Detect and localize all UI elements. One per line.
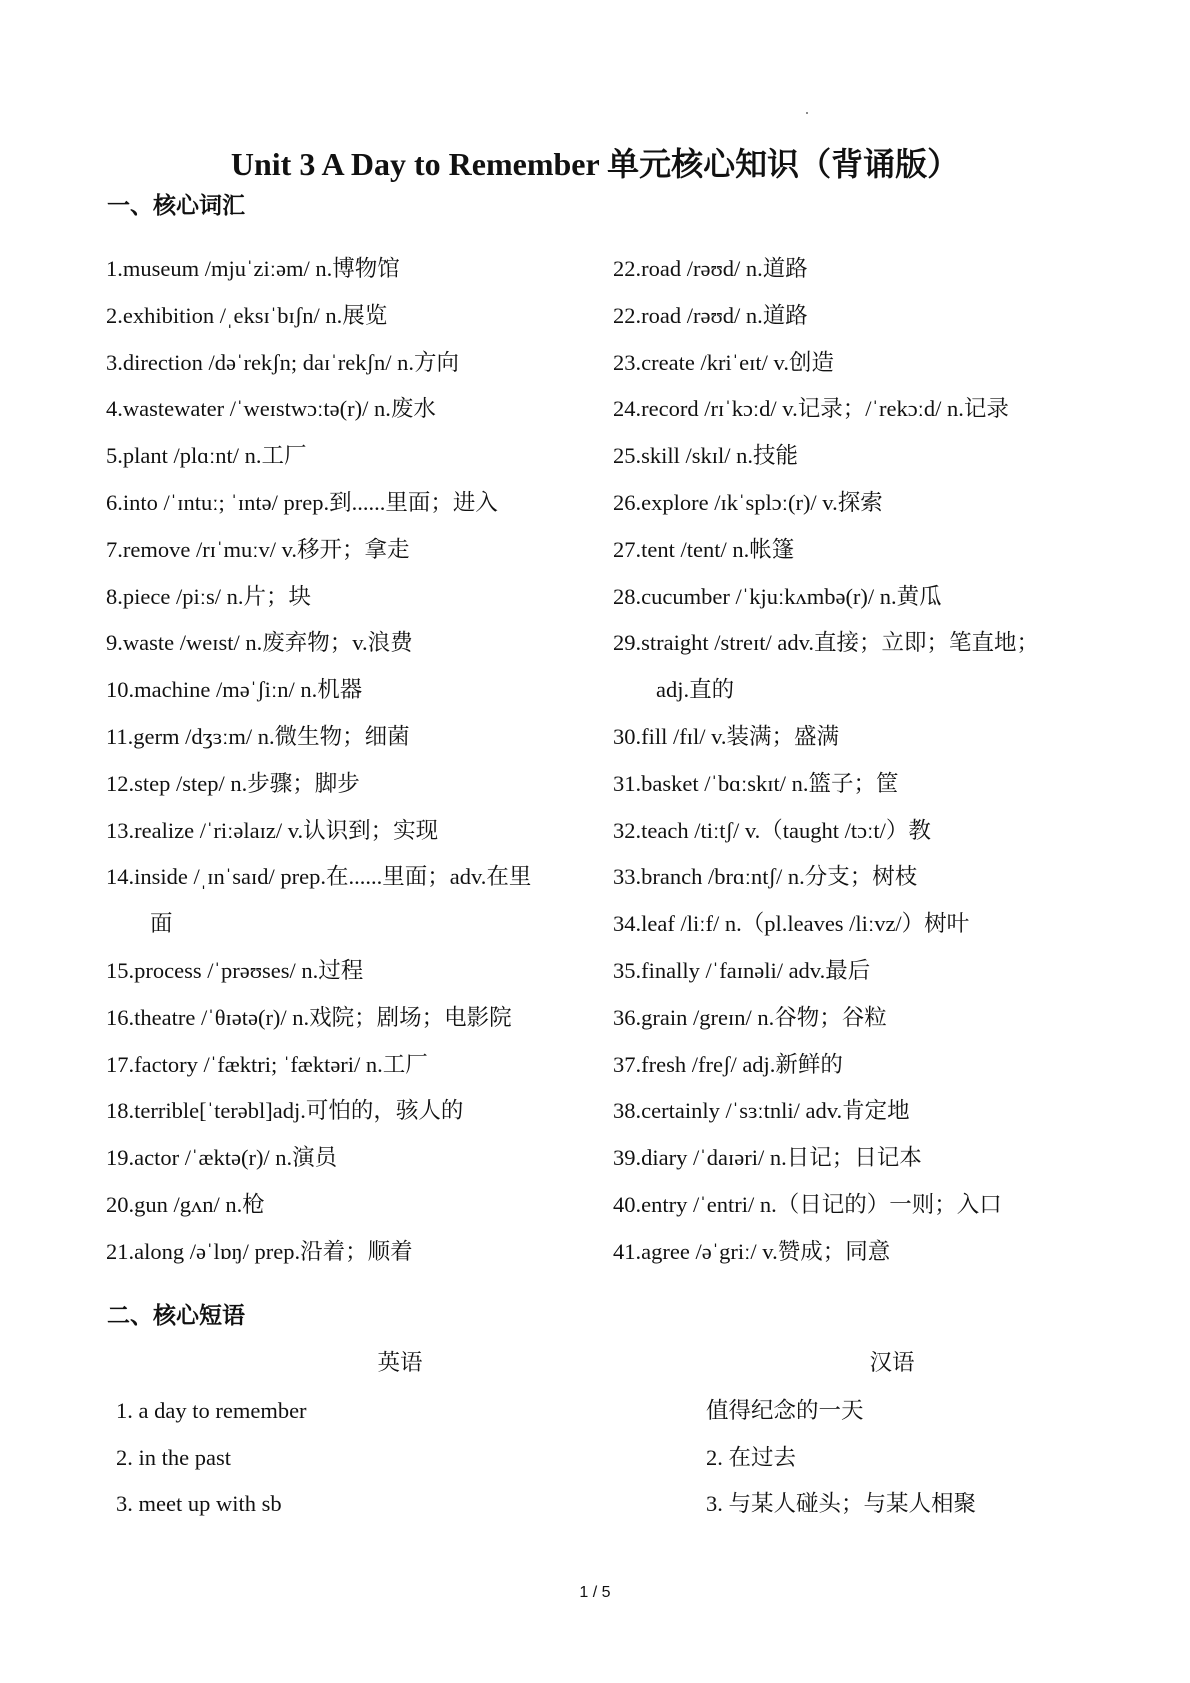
vocab-entry: 10.machine /məˈʃiːn/ n.机器 xyxy=(106,677,363,703)
vocab-entry: 19.actor /ˈæktə(r)/ n.演员 xyxy=(106,1145,338,1171)
vocab-entry: 16.theatre /ˈθɪətə(r)/ n.戏院；剧场；电影院 xyxy=(106,1004,512,1030)
phrase-column-header-chinese: 汉语 xyxy=(869,1350,915,1375)
vocab-entry: 34.leaf /liːf/ n.（pl.leaves /liːvz/）树叶 xyxy=(613,911,970,937)
phrase-column-english xyxy=(116,1388,596,1528)
vocab-entry: 38.certainly /ˈsɜːtnli/ adv.肯定地 xyxy=(613,1098,910,1124)
section-heading-phrases: 二、核心短语 xyxy=(107,1303,245,1328)
vocab-entry: 41.agree /əˈgriː/ v.赞成；同意 xyxy=(613,1238,891,1264)
phrase-column-chinese xyxy=(706,1388,1126,1528)
vocab-entry-continuation: adj.直的 xyxy=(656,677,735,703)
vocab-entry-continuation: 面 xyxy=(150,911,173,937)
phrase-chinese: 值得纪念的一天 xyxy=(706,1398,864,1423)
vocab-entry: 32.teach /tiːtʃ/ v.（taught /tɔːt/）教 xyxy=(613,817,931,843)
vocab-entry: 22.road /rəʊd/ n.道路 xyxy=(613,302,808,328)
vocab-entry: 4.wastewater /ˈweɪstwɔːtə(r)/ n.废水 xyxy=(106,396,436,422)
vocab-entry: 29.straight /streɪt/ adv.直接；立即；笔直地； xyxy=(613,630,1040,656)
section-heading-vocabulary: 一、核心词汇 xyxy=(107,193,245,218)
phrase-english: 2. in the past xyxy=(116,1444,231,1470)
phrase-chinese: 2. 在过去 xyxy=(706,1444,797,1470)
vocab-entry: 35.finally /ˈfaɪnəli/ adv.最后 xyxy=(613,957,871,983)
vocab-entry: 14.inside /ˌɪnˈsaɪd/ prep.在......里面；adv.在里 xyxy=(106,864,532,890)
vocab-entry: 25.skill /skɪl/ n.技能 xyxy=(613,443,799,469)
vocab-entry: 5.plant /plɑːnt/ n.工厂 xyxy=(106,443,307,469)
vocab-entry: 11.germ /dʒɜːm/ n.微生物；细菌 xyxy=(106,723,410,749)
vocabulary-column-left xyxy=(106,246,606,1276)
vocabulary-column-right xyxy=(613,246,1103,1276)
vocab-entry: 18.terrible[ˈterəbl]adj.可怕的，骇人的 xyxy=(106,1098,464,1124)
vocab-entry: 8.piece /piːs/ n.片；块 xyxy=(106,583,311,609)
vocab-entry: 21.along /əˈlɒŋ/ prep.沿着；顺着 xyxy=(106,1238,413,1264)
vocab-entry: 36.grain /greɪn/ n.谷物；谷粒 xyxy=(613,1004,887,1030)
vocab-entry: 2.exhibition /ˌeksɪˈbɪʃn/ n.展览 xyxy=(106,302,388,328)
vocab-entry: 30.fill /fɪl/ v.装满；盛满 xyxy=(613,723,840,749)
vocab-entry: 27.tent /tent/ n.帐篷 xyxy=(613,536,795,562)
vocab-entry: 28.cucumber /ˈkjuːkʌmbə(r)/ n.黄瓜 xyxy=(613,583,942,609)
vocab-entry: 9.waste /weɪst/ n.废弃物；v.浪费 xyxy=(106,630,413,656)
vocab-entry: 23.create /kriˈeɪt/ v.创造 xyxy=(613,349,834,375)
page-title: Unit 3 A Day to Remember 单元核心知识（背诵版） xyxy=(230,146,960,182)
vocab-entry: 26.explore /ɪkˈsplɔː(r)/ v.探索 xyxy=(613,489,883,515)
decorative-dot xyxy=(806,112,808,114)
vocab-entry: 31.basket /ˈbɑːskɪt/ n.篮子；筐 xyxy=(613,770,899,796)
vocab-entry: 7.remove /rɪˈmuːv/ v.移开；拿走 xyxy=(106,536,410,562)
vocab-entry: 40.entry /ˈentri/ n.（日记的）一则；入口 xyxy=(613,1191,1002,1217)
vocab-entry: 3.direction /dəˈrekʃn; daɪˈrekʃn/ n.方向 xyxy=(106,349,460,375)
vocab-entry: 39.diary /ˈdaɪəri/ n.日记；日记本 xyxy=(613,1145,922,1171)
phrase-english: 1. a day to remember xyxy=(116,1398,307,1423)
vocab-entry: 20.gun /gʌn/ n.枪 xyxy=(106,1191,265,1217)
phrase-english: 3. meet up with sb xyxy=(116,1491,282,1516)
vocab-entry: 17.factory /ˈfæktri; ˈfæktəri/ n.工厂 xyxy=(106,1051,428,1077)
vocab-entry: 15.process /ˈprəʊses/ n.过程 xyxy=(106,957,364,983)
vocab-entry: 22.road /rəʊd/ n.道路 xyxy=(613,256,808,281)
vocab-entry: 1.museum /mjuˈziːəm/ n.博物馆 xyxy=(106,256,400,281)
page-number: 1 / 5 xyxy=(579,1584,611,1601)
vocab-entry: 6.into /ˈɪntuː; ˈɪntə/ prep.到......里面；进入 xyxy=(106,489,498,515)
phrase-column-header-english: 英语 xyxy=(377,1350,423,1375)
phrase-chinese: 3. 与某人碰头；与某人相聚 xyxy=(706,1491,977,1516)
vocab-entry: 24.record /rɪˈkɔːd/ v.记录；/ˈrekɔːd/ n.记录 xyxy=(613,396,1009,422)
vocab-entry: 37.fresh /freʃ/ adj.新鲜的 xyxy=(613,1051,843,1077)
vocab-entry: 13.realize /ˈriːəlaɪz/ v.认识到；实现 xyxy=(106,817,439,843)
vocab-entry: 12.step /step/ n.步骤；脚步 xyxy=(106,770,360,796)
vocab-entry: 33.branch /brɑːntʃ/ n.分支；树枝 xyxy=(613,864,918,890)
